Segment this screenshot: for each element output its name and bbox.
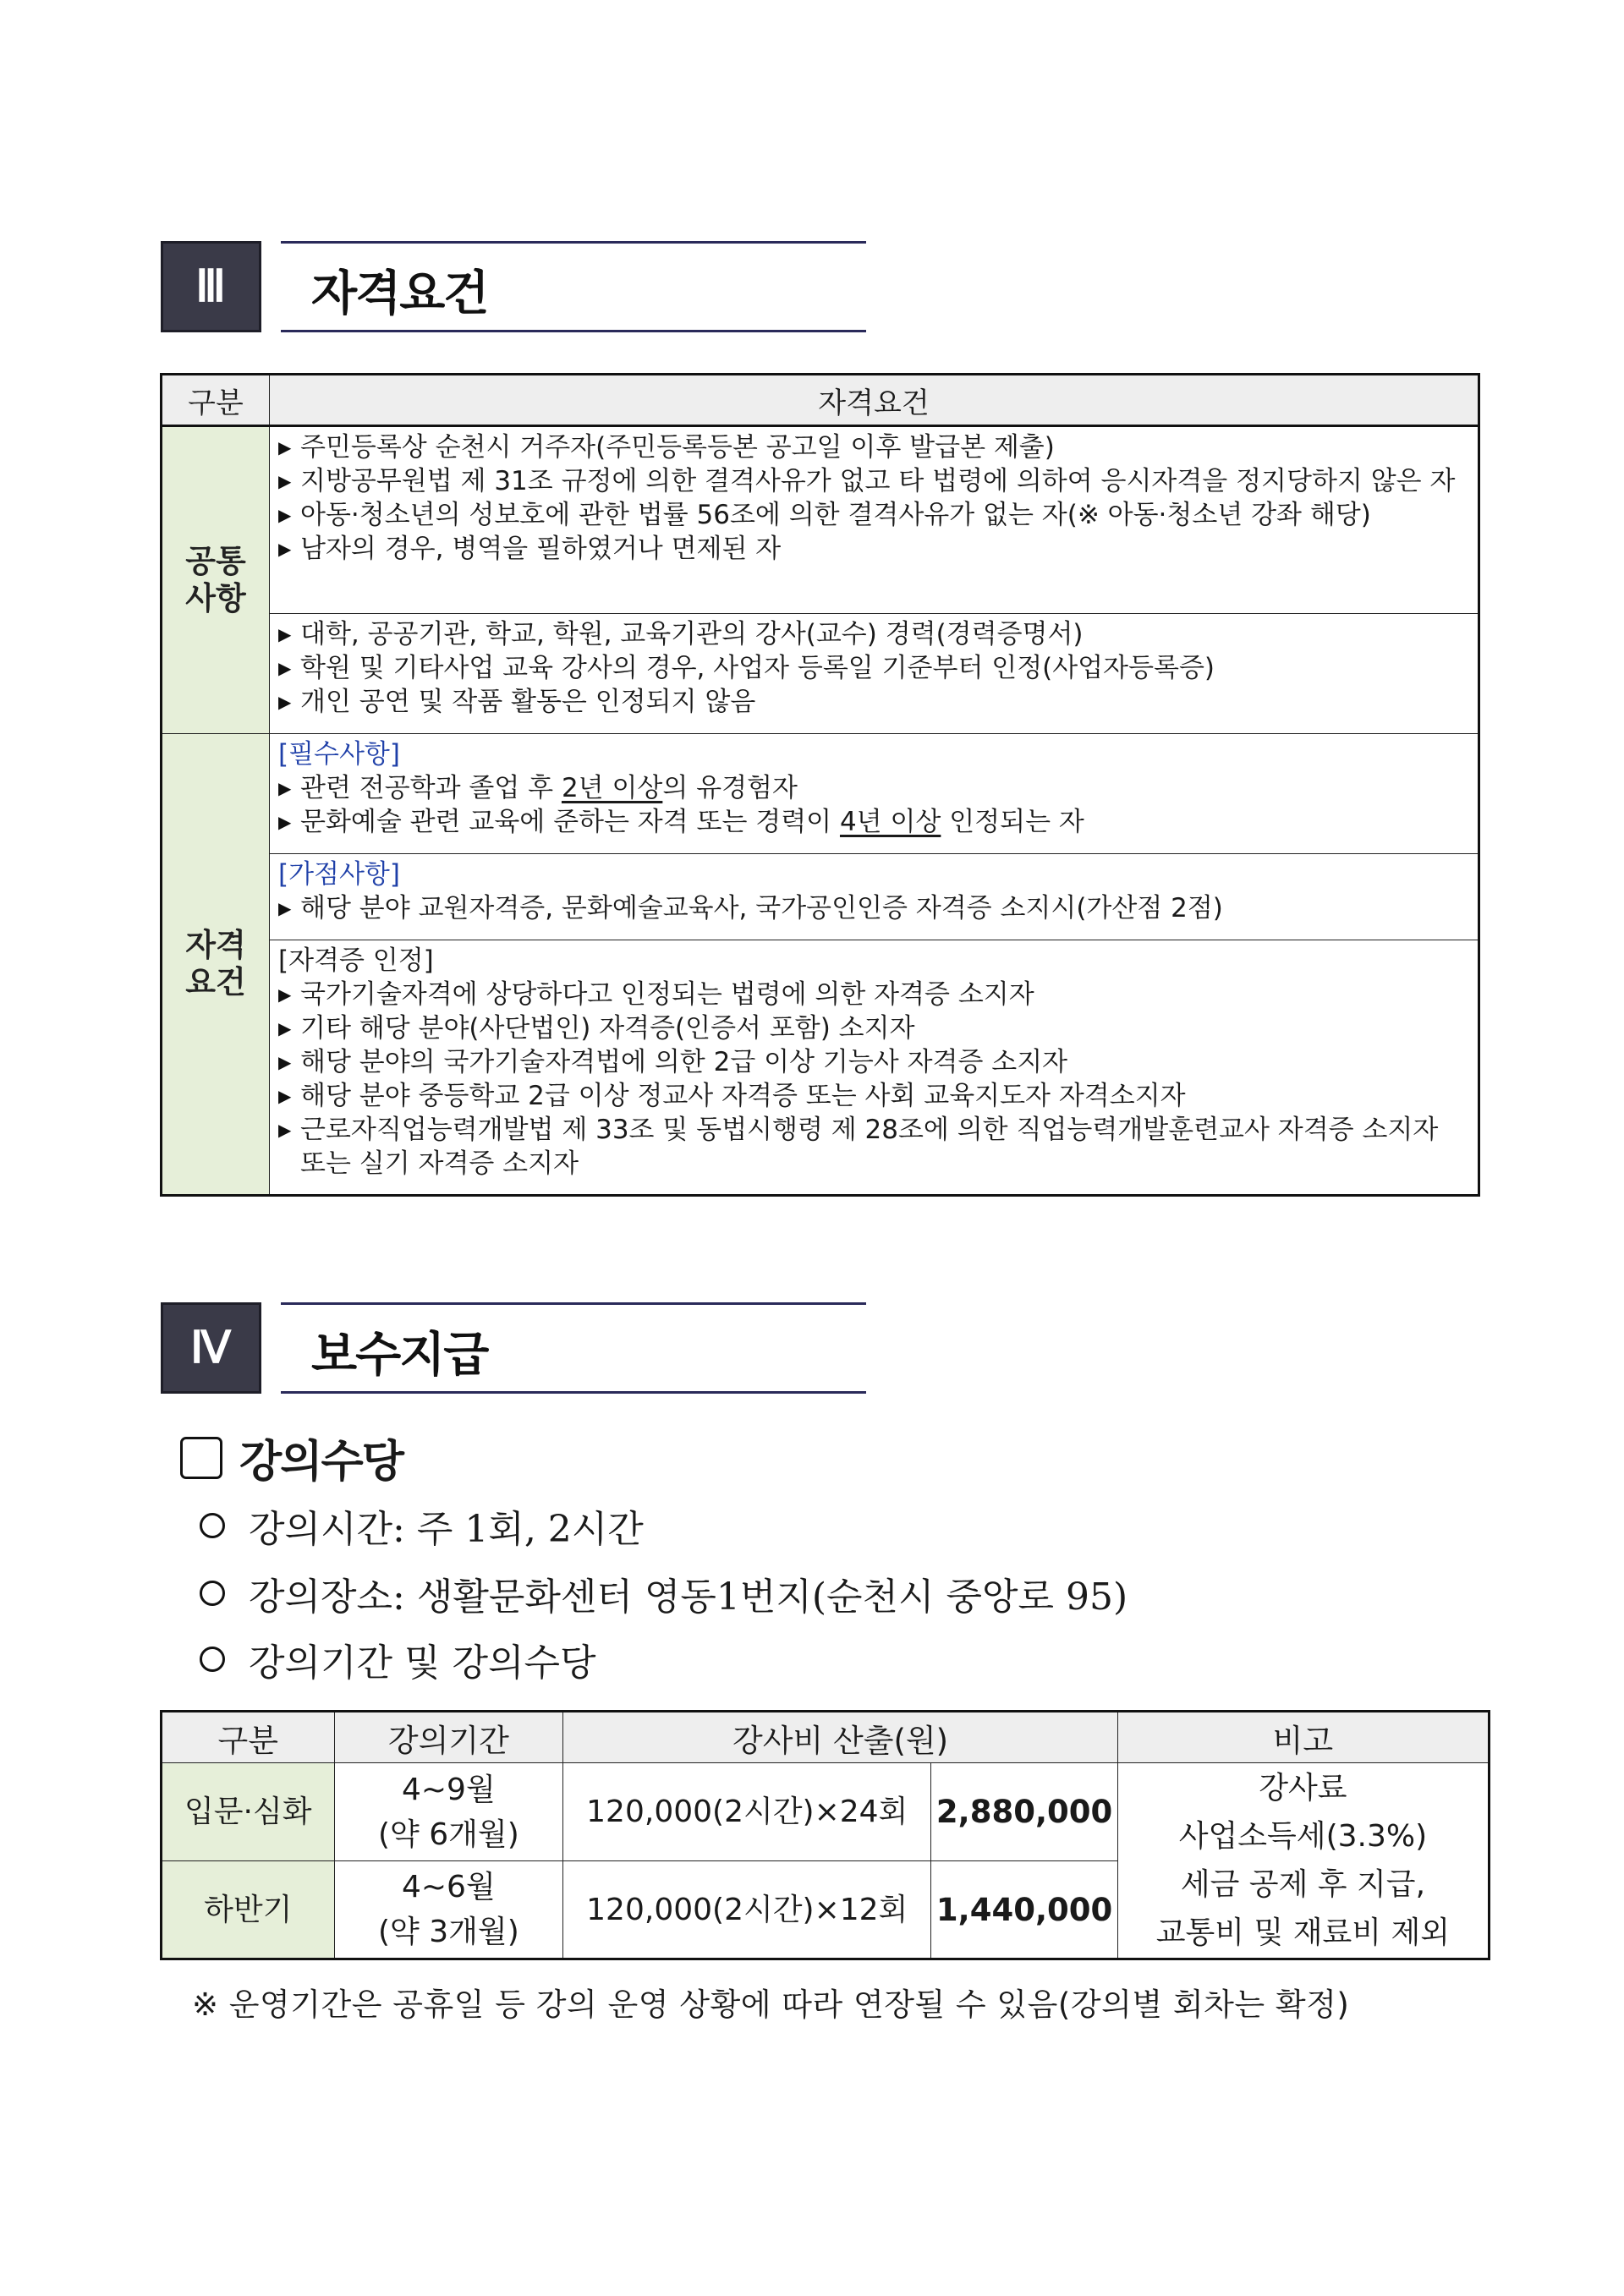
table-cell: 입문·심화	[162, 1763, 335, 1861]
divider	[281, 1391, 866, 1394]
list-item: ▶ 해당 분야 교원자격증, 문화예술교육사, 국가공인인증 자격증 소지시(가산점 2점)	[278, 893, 1223, 923]
section-number: Ⅲ	[161, 241, 261, 332]
table-header: 강사비 산출(원)	[563, 1712, 1118, 1763]
divider	[281, 330, 866, 332]
table-cell: 120,000(2시간)×24회	[563, 1763, 931, 1861]
list-item: ▶ 근로자직업능력개발법 제 33조 및 동법시행령 제 28조에 의한 직업능력개발훈련교사 자격증 소지자 또는 실기 자격증 소지자	[278, 1115, 1439, 1179]
triangle-bullet-icon: ▶	[278, 1120, 292, 1140]
list-item: ▶ 해당 분야 중등학교 2급 이상 정교사 자격증 또는 사회 교육지도자 자격소지자	[278, 1081, 1186, 1111]
table-cell: 2,880,000	[931, 1763, 1118, 1861]
list-item: ▶ 아동·청소년의 성보호에 관한 법률 56조에 의한 결격사유가 없는 자(※ 아동·청소년 강좌 해당)	[278, 500, 1371, 530]
table-header: 자격요건	[270, 375, 1479, 426]
row-label-common: 공통 사항	[162, 426, 270, 734]
lecture-bullet: 강의기간 및 강의수당	[200, 1632, 596, 1686]
list-item: ▶ 주민등록상 순천시 거주자(주민등록등본 공고일 이후 발급본 제출)	[278, 432, 1055, 463]
list-item: ▶ 학원 및 기타사업 교육 강사의 경우, 사업자 등록일 기준부터 인정(사업자등록증)	[278, 653, 1215, 683]
circle-bullet-icon	[200, 1513, 225, 1538]
table-cell: 하반기	[162, 1861, 335, 1959]
table-header: 구분	[162, 1712, 335, 1763]
remark-cell: 강사료 사업소득세(3.3%) 세금 공제 후 지급, 교통비 및 재료비 제외	[1117, 1763, 1489, 1959]
table-cell: 120,000(2시간)×12회	[563, 1861, 931, 1959]
table-header: 구분	[162, 375, 270, 426]
triangle-bullet-icon: ▶	[278, 1018, 292, 1038]
lecture-bullet: 강의장소: 생활문화센터 영동1번지(순천시 중앙로 95)	[200, 1566, 1127, 1620]
required-label: [필수사항]	[278, 739, 400, 770]
triangle-bullet-icon: ▶	[278, 1086, 292, 1106]
required-group	[270, 734, 1479, 854]
table-header: 비고	[1117, 1712, 1489, 1763]
certificate-label: [자격증 인정]	[278, 945, 434, 976]
section-title: 자격요건	[311, 266, 488, 321]
divider	[281, 1302, 866, 1305]
triangle-bullet-icon: ▶	[278, 437, 292, 458]
table-cell: 1,440,000	[931, 1861, 1118, 1959]
bonus-group	[270, 854, 1479, 940]
pay-table	[160, 1710, 1490, 1960]
list-item: ▶ 관련 전공학과 졸업 후 2년 이상의 유경험자	[278, 773, 798, 803]
circle-bullet-icon	[200, 1581, 225, 1606]
triangle-bullet-icon: ▶	[278, 471, 292, 491]
lecture-title: 강의수당	[239, 1437, 403, 1488]
triangle-bullet-icon: ▶	[278, 539, 292, 559]
triangle-bullet-icon: ▶	[278, 692, 292, 712]
section-header-4	[161, 1302, 866, 1394]
triangle-bullet-icon: ▶	[278, 898, 292, 918]
triangle-bullet-icon: ▶	[278, 505, 292, 525]
certificate-group	[270, 940, 1479, 1196]
list-item: ▶ 국가기술자격에 상당하다고 인정되는 법령에 의한 자격증 소지자	[278, 979, 1034, 1010]
checkbox-icon	[180, 1437, 222, 1479]
common-group-1	[270, 426, 1479, 614]
section-header-3	[161, 241, 866, 332]
list-item: ▶ 개인 공연 및 작품 활동은 인정되지 않음	[278, 687, 756, 717]
triangle-bullet-icon: ▶	[278, 984, 292, 1005]
footnote: ※ 운영기간은 공휴일 등 강의 운영 상황에 따라 연장될 수 있음(강의별 회차는 확정)	[192, 1986, 1350, 2023]
section-title: 보수지급	[311, 1328, 488, 1383]
table-cell: 4~6월 (약 3개월)	[334, 1861, 563, 1959]
common-group-2	[270, 614, 1479, 734]
bonus-label: [가점사항]	[278, 859, 400, 890]
row-label-qualification: 자격 요건	[162, 734, 270, 1196]
triangle-bullet-icon: ▶	[278, 658, 292, 678]
triangle-bullet-icon: ▶	[278, 778, 292, 798]
table-header: 강의기간	[334, 1712, 563, 1763]
triangle-bullet-icon: ▶	[278, 624, 292, 644]
circle-bullet-icon	[200, 1647, 225, 1672]
list-item: ▶ 남자의 경우, 병역을 필하였거나 면제된 자	[278, 534, 782, 564]
list-item: ▶ 문화예술 관련 교육에 준하는 자격 또는 경력이 4년 이상 인정되는 자	[278, 807, 1084, 837]
table-cell: 4~9월 (약 6개월)	[334, 1763, 563, 1861]
section-number: Ⅳ	[161, 1302, 261, 1394]
list-item: ▶ 해당 분야의 국가기술자격법에 의한 2급 이상 기능사 자격증 소지자	[278, 1047, 1068, 1077]
divider	[281, 241, 866, 244]
list-item: ▶ 대학, 공공기관, 학교, 학원, 교육기관의 강사(교수) 경력(경력증명서)	[278, 619, 1084, 649]
lecture-heading	[180, 1426, 403, 1489]
qualification-table	[160, 373, 1480, 1197]
triangle-bullet-icon: ▶	[278, 812, 292, 832]
list-item: ▶ 기타 해당 분야(사단법인) 자격증(인증서 포함) 소지자	[278, 1013, 915, 1044]
list-item: ▶ 지방공무원법 제 31조 규정에 의한 결격사유가 없고 타 법령에 의하여 응시자격을 정지당하지 않은 자	[278, 466, 1456, 496]
lecture-bullet: 강의시간: 주 1회, 2시간	[200, 1499, 644, 1553]
triangle-bullet-icon: ▶	[278, 1052, 292, 1072]
